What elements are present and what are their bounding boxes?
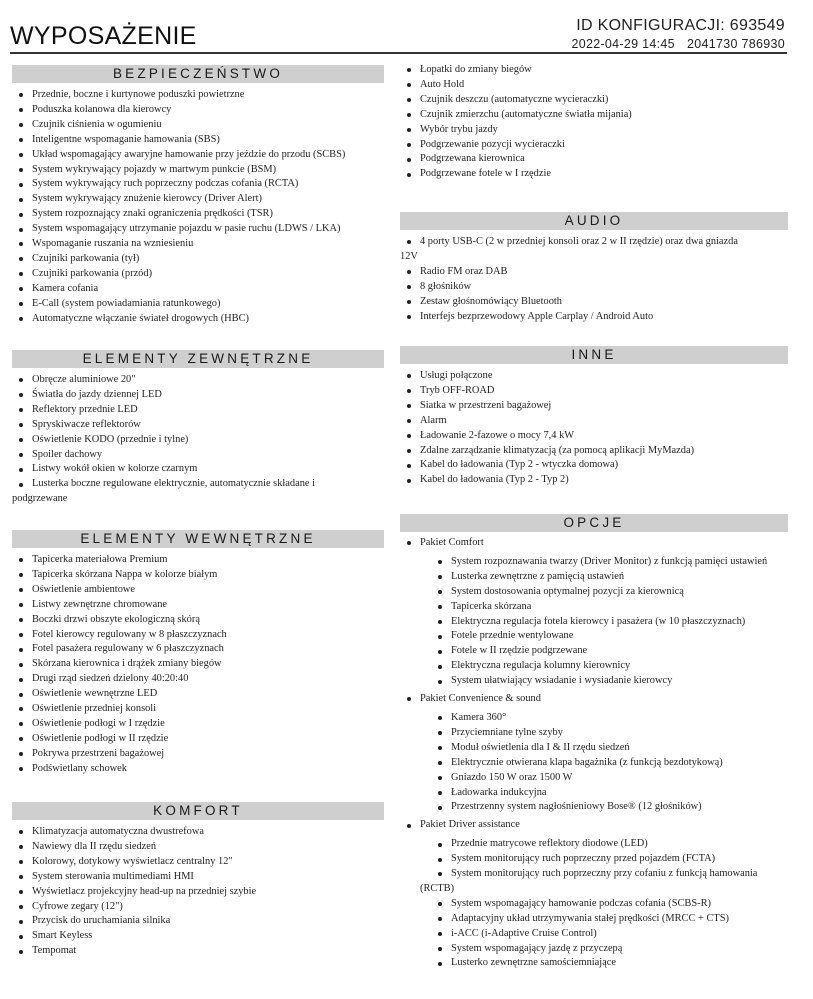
list-item: Ładowarka indukcyjna <box>420 786 788 801</box>
list-item: Tapicerka materiałowa Premium <box>12 553 384 568</box>
section-exterior <box>12 350 384 507</box>
list-item: Tapicerka skórzana <box>420 600 788 615</box>
section-comfort <box>12 802 384 959</box>
list-item: Oświetlenie podłogi w I rzędzie <box>12 717 384 732</box>
list-item: Czujnik deszczu (automatyczne wycieraczki) <box>400 93 788 108</box>
item-list <box>12 373 384 507</box>
list-item: Skórzana kierownica i drążek zmiany biegów <box>12 657 384 672</box>
item-text-cont: 12V <box>400 250 418 262</box>
config-code: 2041730 786930 <box>686 37 785 51</box>
list-item: Lusterka zewnętrzne z pamięcią ustawień <box>420 570 788 585</box>
section-title: KOMFORT <box>12 802 384 820</box>
list-item: Przestrzenny system nagłośnieniowy Bose® (12 głośników) <box>420 800 788 815</box>
list-item: Kabel do ładowania (Typ 2 - Typ 2) <box>400 473 788 488</box>
list-item: Podgrzewana kierownica <box>400 152 788 167</box>
list-item: System wykrywający znużenie kierowcy (Driver Alert) <box>12 192 384 207</box>
package-name: Pakiet Comfort <box>420 537 484 548</box>
list-item: Ładowanie 2-fazowe o mocy 7,4 kW <box>400 429 788 444</box>
list-item: Alarm <box>400 414 788 429</box>
page-title: WYPOSAŻENIE <box>10 22 197 50</box>
list-item: Drugi rząd siedzeń dzielony 40:20:40 <box>12 672 384 687</box>
section-title: INNE <box>400 346 788 364</box>
list-item: Interfejs bezprzewodowy Apple Carplay / Android Auto <box>400 310 788 325</box>
item-text: System monitorujący ruch poprzeczny przy cofaniu z funkcją hamowania <box>451 868 758 880</box>
list-item: System sterowania multimediami HMI <box>12 870 384 885</box>
list-item: Podgrzewane fotele w I rzędzie <box>400 167 788 182</box>
config-id: ID KONFIGURACJI: 693549 <box>576 17 785 34</box>
item-text: 4 porty USB-C (2 w przedniej konsoli oraz 2 w II rzędzie) oraz dwa gniazda <box>420 236 738 247</box>
list-item: Tempomat <box>12 944 384 959</box>
list-item: Klimatyzacja automatyczna dwustrefowa <box>12 825 384 840</box>
list-item: Oświetlenie przedniej konsoli <box>12 702 384 717</box>
list-item: Listwy zewnętrzne chromowane <box>12 598 384 613</box>
package-item-list <box>420 711 788 815</box>
list-item: Usługi połączone <box>400 369 788 384</box>
item-list <box>400 235 788 324</box>
list-item <box>400 235 788 265</box>
list-item: Listwy wokół okien w kolorze czarnym <box>12 462 384 477</box>
list-item: Lusterko zewnętrzne samościemniające <box>420 956 788 971</box>
item-list <box>400 369 788 488</box>
list-item: Przednie matrycowe reflektory diodowe (LED) <box>420 837 788 852</box>
list-item: System wykrywający ruch poprzeczny podczas cofania (RCTA) <box>12 177 384 192</box>
list-item <box>420 867 788 897</box>
item-text-cont: podgrzewane <box>12 493 68 505</box>
list-item: Wyświetlacz projekcyjny head-up na przedniej szybie <box>12 885 384 900</box>
section-title: ELEMENTY ZEWNĘTRZNE <box>12 350 384 368</box>
list-item: Podgrzewanie pozycji wycieraczki <box>400 138 788 153</box>
list-item: Przycisk do uruchamiania silnika <box>12 914 384 929</box>
section-title: ELEMENTY WEWNĘTRZNE <box>12 530 384 548</box>
item-list <box>400 536 788 971</box>
list-item: Kolorowy, dotykowy wyświetlacz centralny 12" <box>12 855 384 870</box>
list-item: Elektryczna regulacja kolumny kierownicy <box>420 659 788 674</box>
package-name: Pakiet Convenience & sound <box>420 693 541 705</box>
section-comfort-cont <box>400 63 788 182</box>
list-item: Wspomaganie ruszania na wzniesieniu <box>12 237 384 252</box>
list-item: Inteligentne wspomaganie hamowania (SBS) <box>12 133 384 148</box>
list-item: Gniazdo 150 W oraz 1500 W <box>420 771 788 786</box>
list-item: i-ACC (i-Adaptive Cruise Control) <box>420 927 788 942</box>
list-item: Automatyczne włączanie świateł drogowych (HBC) <box>12 312 384 327</box>
list-item: Przyciemniane tylne szyby <box>420 726 788 741</box>
package-name: Pakiet Driver assistance <box>420 819 520 831</box>
package-item-list <box>420 555 788 689</box>
item-list <box>12 88 384 327</box>
list-item: Oświetlenie wewnętrzne LED <box>12 687 384 702</box>
list-item: Nawiewy dla II rzędu siedzeń <box>12 840 384 855</box>
list-item: Fotel kierowcy regulowany w 8 płaszczyznach <box>12 628 384 643</box>
list-item: System wspomagający hamowanie podczas cofania (SCBS-R) <box>420 897 788 912</box>
item-text: Lusterka boczne regulowane elektrycznie, automatycznie składane i <box>32 478 316 490</box>
item-list <box>12 825 384 959</box>
list-item: Radio FM oraz DAB <box>400 265 788 280</box>
list-item: Czujniki parkowania (tył) <box>12 252 384 267</box>
list-item: Kamera 360° <box>420 711 788 726</box>
list-item: Fotel pasażera regulowany w 6 płaszczyznach <box>12 642 384 657</box>
section-other <box>400 346 788 488</box>
section-title: BEZPIECZEŃSTWO <box>12 65 384 83</box>
item-text-cont: (RCTB) <box>420 882 455 894</box>
list-item: Elektrycznie otwierana klapa bagażnika (z funkcją bezdotykową) <box>420 756 788 771</box>
config-meta <box>571 37 785 51</box>
list-item: Kamera cofania <box>12 282 384 297</box>
list-item: System wykrywający pojazdy w martwym punkcie (BSM) <box>12 163 384 178</box>
title-divider <box>10 52 787 54</box>
list-item: Czujniki parkowania (przód) <box>12 267 384 282</box>
list-item: System rozpoznający znaki ograniczenia prędkości (TSR) <box>12 207 384 222</box>
list-item: Kabel do ładowania (Typ 2 - wtyczka domowa) <box>400 458 788 473</box>
list-item: E-Call (system powiadamiania ratunkowego) <box>12 297 384 312</box>
section-options <box>400 514 788 974</box>
section-safety <box>12 65 384 327</box>
list-item: Układ wspomagający awaryjne hamowanie przy jeździe do przodu (SCBS) <box>12 148 384 163</box>
list-item: System monitorujący ruch poprzeczny przed pojazdem (FCTA) <box>420 852 788 867</box>
package-item <box>400 536 788 689</box>
list-item: Tapicerka skórzana Nappa w kolorze białym <box>12 568 384 583</box>
list-item: Spoiler dachowy <box>12 448 384 463</box>
item-list <box>12 553 384 777</box>
list-item: Moduł oświetlenia dla I & II rzędu siedzeń <box>420 741 788 756</box>
list-item: Smart Keyless <box>12 929 384 944</box>
list-item: 8 głośników <box>400 280 788 295</box>
list-item: Przednie, boczne i kurtynowe poduszki powietrzne <box>12 88 384 103</box>
list-item: Reflektory przednie LED <box>12 403 384 418</box>
list-item: Fotele w II rzędzie podgrzewane <box>420 644 788 659</box>
list-item: Pokrywa przestrzeni bagażowej <box>12 747 384 762</box>
list-item: Spryskiwacze reflektorów <box>12 418 384 433</box>
config-date: 2022-04-29 14:45 <box>571 37 675 51</box>
list-item: Tryb OFF-ROAD <box>400 384 788 399</box>
package-item <box>400 692 788 815</box>
package-item-list <box>420 837 788 971</box>
list-item: Adaptacyjny układ utrzymywania stałej prędkości (MRCC + CTS) <box>420 912 788 927</box>
list-item: Światła do jazdy dziennej LED <box>12 388 384 403</box>
list-item: System dostosowania optymalnej pozycji za kierownicą <box>420 585 788 600</box>
list-item: Zdalne zarządzanie klimatyzacją (za pomocą aplikacji MyMazda) <box>400 444 788 459</box>
list-item: Obręcze aluminiowe 20" <box>12 373 384 388</box>
list-item: Poduszka kolanowa dla kierowcy <box>12 103 384 118</box>
list-item: Wybór trybu jazdy <box>400 123 788 138</box>
list-item: System rozpoznawania twarzy (Driver Monitor) z funkcją pamięci ustawień <box>420 555 788 570</box>
list-item: Czujnik zmierzchu (automatyczne światła mijania) <box>400 108 788 123</box>
list-item: Siatka w przestrzeni bagażowej <box>400 399 788 414</box>
list-item: Auto Hold <box>400 78 788 93</box>
list-item: System ułatwiający wsiadanie i wysiadanie kierowcy <box>420 674 788 689</box>
list-item: System wspomagający utrzymanie pojazdu w pasie ruchu (LDWS / LKA) <box>12 222 384 237</box>
list-item: Elektryczna regulacja fotela kierowcy i pasażera (w 10 płaszczyznach) <box>420 615 788 630</box>
list-item: Fotele przednie wentylowane <box>420 629 788 644</box>
list-item: Zestaw głośnomówiący Bluetooth <box>400 295 788 310</box>
section-title: AUDIO <box>400 212 788 230</box>
list-item: Oświetlenie podłogi w II rzędzie <box>12 732 384 747</box>
list-item: Boczki drzwi obszyte ekologiczną skórą <box>12 613 384 628</box>
list-item: Cyfrowe zegary (12") <box>12 900 384 915</box>
section-audio <box>400 212 788 324</box>
package-item <box>400 818 788 971</box>
item-list <box>400 63 788 182</box>
section-interior <box>12 530 384 777</box>
list-item: Oświetlenie KODO (przednie i tylne) <box>12 433 384 448</box>
list-item <box>12 477 384 507</box>
list-item: Podświetlany schowek <box>12 762 384 777</box>
list-item: System wspomagający jazdę z przyczepą <box>420 942 788 957</box>
list-item: Czujnik ciśnienia w ogumieniu <box>12 118 384 133</box>
list-item: Łopatki do zmiany biegów <box>400 63 788 78</box>
list-item: Oświetlenie ambientowe <box>12 583 384 598</box>
section-title: OPCJE <box>400 514 788 532</box>
